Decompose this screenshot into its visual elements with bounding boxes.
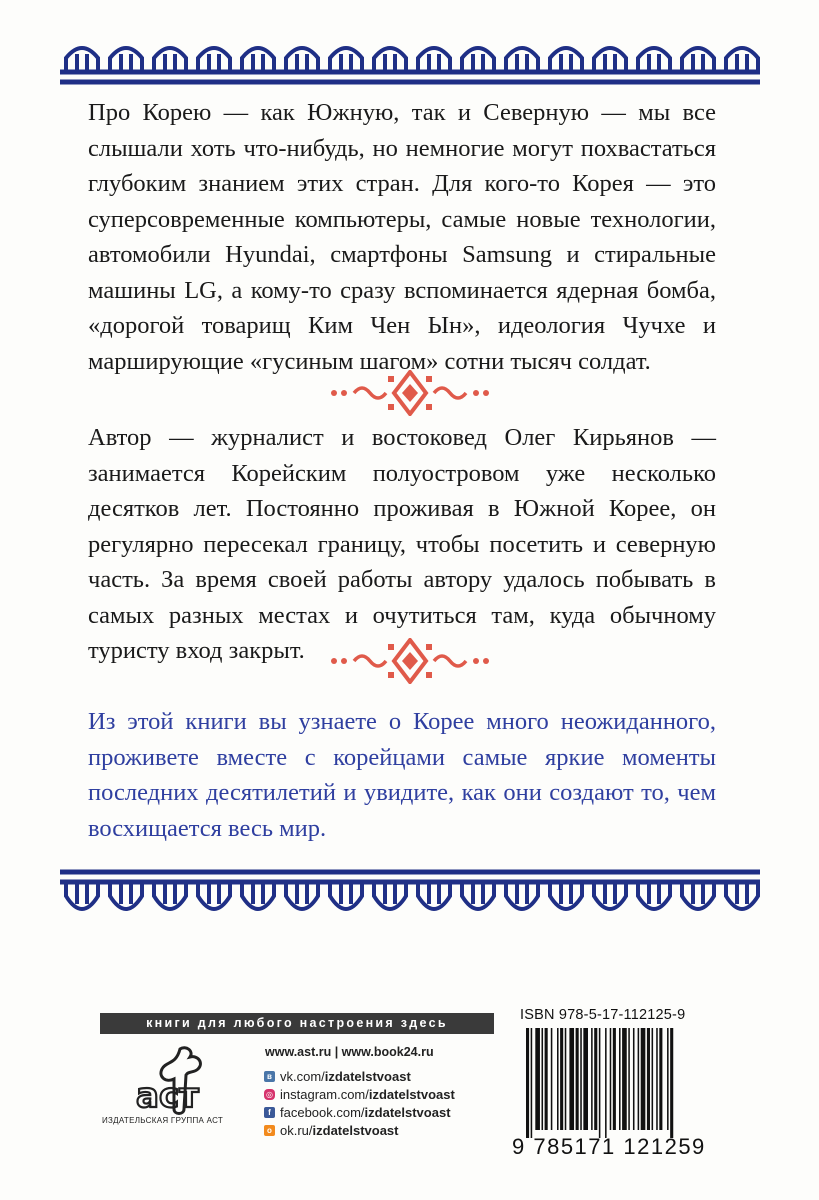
arch-motif [462, 884, 494, 909]
arch-motif [550, 48, 582, 70]
arch-motif [462, 48, 494, 70]
barcode-bar [628, 1028, 630, 1130]
barcode-bar [560, 1028, 563, 1130]
barcode-bar [599, 1028, 601, 1138]
arch-motif [638, 884, 670, 909]
social-link-instagram[interactable]: ◎ instagram.com/ izdatelstvoast [266, 1086, 455, 1102]
logo-text: аст [136, 1076, 199, 1116]
arch-motif [550, 884, 582, 909]
barcode-bar [526, 1028, 529, 1138]
highlight-paragraph: Из этой книги вы узнаете о Корее много неожиданного, проживете вместе с корейцами самые яркие моменты последних десятилетий и увидите, как они создают то, чем восхищается весь мир. [88, 708, 716, 842]
arch-motif [726, 884, 758, 909]
arch-motif [66, 884, 98, 909]
red-ornament-divider [330, 370, 490, 416]
arch-motif [286, 48, 318, 70]
vk-icon: в [264, 1071, 275, 1082]
barcode-bar [591, 1028, 593, 1130]
ast-logo-icon [128, 1045, 218, 1117]
social-links [264, 1067, 455, 1139]
barcode-bar [594, 1028, 597, 1130]
barcode-bar [652, 1028, 654, 1130]
arch-motif [154, 884, 186, 909]
barcode-bar [656, 1028, 658, 1130]
arch-motif [110, 48, 142, 70]
odnoklassniki-icon: о [264, 1125, 275, 1136]
website-links[interactable]: www.ast.ru | www.book24.ru [265, 1045, 434, 1059]
author-paragraph: Автор — журналист и востоковед Олег Кирьянов — занимается Корейским полуостровом уже несколько десятков лет. Постоянно проживая в Южной Корее, он регулярно пересекал границу, чтобы посетить и северную часть. За время своей работы автору удалось побывать в самых разных местах и очутиться там, куда обычному туристу вход закрыт. [88, 424, 716, 664]
barcode-bar [638, 1028, 640, 1130]
barcode-bar [641, 1028, 646, 1130]
arch-motif [286, 884, 318, 909]
arch-motif [330, 884, 362, 909]
barcode-bar [613, 1028, 616, 1130]
arch-motif [682, 48, 714, 70]
arch-motif [418, 48, 450, 70]
instagram-icon: ◎ [264, 1089, 275, 1100]
arch-motif [110, 884, 142, 909]
arch-motif [594, 48, 626, 70]
barcode-bar [545, 1028, 548, 1130]
arch-motif [506, 884, 538, 909]
barcode-bar [670, 1028, 673, 1138]
arch-motif [198, 884, 230, 909]
barcode-bar [647, 1028, 650, 1130]
barcode-bar [576, 1028, 579, 1130]
barcode-bar [580, 1028, 582, 1130]
arch-motif [198, 48, 230, 70]
barcode-bar [565, 1028, 567, 1130]
arch-motif [418, 884, 450, 909]
barcode-bar [633, 1028, 635, 1130]
red-ornament-divider-2 [330, 638, 490, 684]
barcode-bar [557, 1028, 559, 1130]
arch-motif [506, 48, 538, 70]
arch-motif [682, 884, 714, 909]
slogan-bar: книги для любого настроения здесь [100, 1013, 494, 1034]
barcode-bar [619, 1028, 621, 1130]
barcode-digits: 9 785171 121259 [512, 1134, 706, 1159]
barcode-bar [551, 1028, 553, 1130]
barcode-bar [542, 1028, 544, 1130]
arch-motif [594, 884, 626, 909]
arch-motif [66, 48, 98, 70]
arch-motif [638, 48, 670, 70]
arch-motif [154, 48, 186, 70]
barcode-bar [610, 1028, 612, 1130]
isbn-label: ISBN 978-5-17-112125-9 [520, 1007, 686, 1023]
barcode-bar [667, 1028, 669, 1130]
social-link-vk[interactable]: в vk.com/ izdatelstvoast [264, 1067, 455, 1085]
facebook-icon: f [264, 1107, 275, 1118]
social-link-odnoklassniki[interactable]: о ok.ru/ izdatelstvoast [264, 1121, 455, 1139]
barcode-bar [605, 1028, 607, 1138]
isbn-barcode [520, 1028, 730, 1138]
arch-motif [374, 48, 406, 70]
barcode-bar [531, 1028, 533, 1138]
top-decorative-border [60, 34, 760, 104]
barcode-bar [659, 1028, 662, 1130]
barcode-bar [583, 1028, 588, 1130]
intro-paragraph: Про Корею — как Южную, так и Северную — мы все слышали хоть что-нибудь, но немногие могут похвастаться глубоким знанием этих стран. Для кого-то Корея — это суперсовременные компьютеры, самые новые технологии, автомобили Hyundai, смартфоны Samsung и стиральные машины LG, а кому-то сразу вспоминается ядерная бомба, «дорогой товарищ Ким Чен Ын», идеология Чучхе и марширующие «гусиным шагом» сотни тысяч солдат. [88, 99, 716, 375]
arch-motif [242, 48, 274, 70]
social-link-facebook[interactable]: f facebook.com/ izdatelstvoast [264, 1103, 455, 1121]
barcode-bar [622, 1028, 627, 1130]
arch-motif [726, 48, 758, 70]
arch-motif [242, 884, 274, 909]
arch-motif [330, 48, 362, 70]
barcode-bar [535, 1028, 540, 1130]
publisher-label: ИЗДАТЕЛЬСКАЯ ГРУППА АСТ [102, 1116, 224, 1125]
barcode-bar [569, 1028, 574, 1130]
bottom-decorative-border [60, 860, 760, 930]
arch-motif [374, 884, 406, 909]
